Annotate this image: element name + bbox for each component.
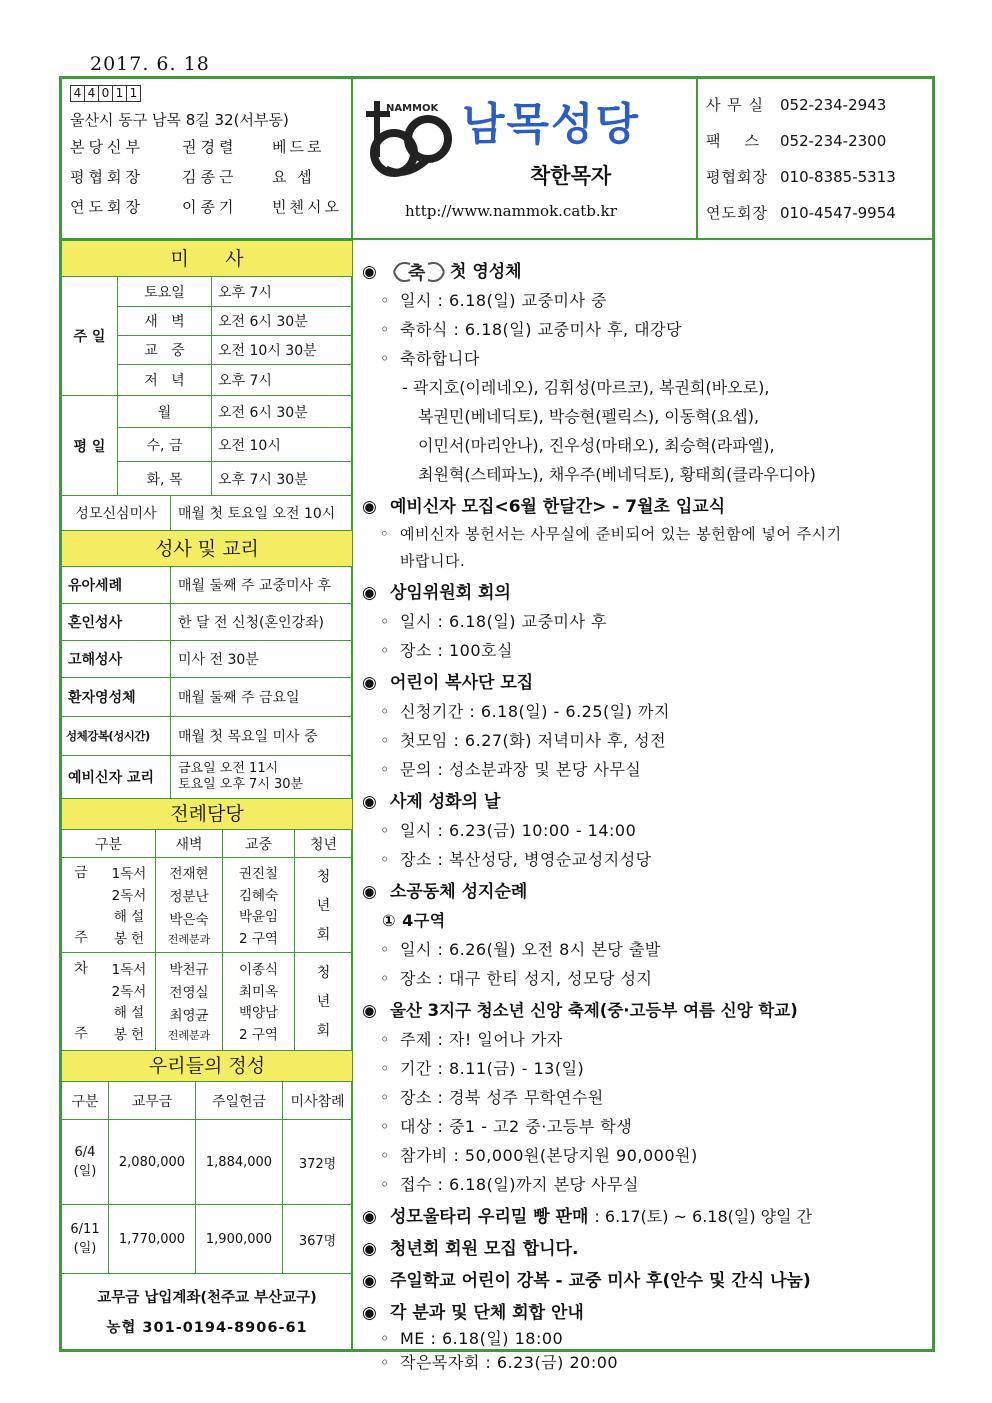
sub-bullet: ◦: [380, 1353, 390, 1372]
zip-digit: 1: [112, 85, 127, 102]
notice-line: 축하식 : 6.18(일) 교중미사 후, 대강당: [400, 320, 682, 339]
mass-time: 오전 10시 30분: [218, 343, 317, 359]
role: 2독서: [111, 983, 147, 1000]
mass-time: 오후 7시: [218, 373, 272, 389]
sacrament-value: 한 달 전 신청(혼인강좌): [178, 615, 324, 631]
notice-title: 어린이 복사단 모집: [390, 673, 534, 693]
person: 전례분과: [167, 1029, 211, 1042]
notice-line: 참가비 : 50,000원(본당지원 90,000원): [400, 1146, 698, 1165]
contact-label: 사 무 실: [706, 96, 765, 114]
liturgy-week-label: [68, 958, 94, 1043]
sacred-heart-value: 매월 첫 토요일 오전 10시: [178, 506, 336, 522]
staff-baptismal: 요 셉: [272, 168, 315, 186]
divider: [170, 567, 171, 798]
zip-digit: 1: [126, 85, 141, 102]
role: 1독서: [111, 866, 147, 882]
offering-dues: 1,770,000: [118, 1231, 186, 1247]
person: 전례분과: [167, 933, 211, 946]
date: 6/11: [70, 1222, 100, 1237]
sub-bullet: ◦: [380, 525, 390, 543]
liturgy-header: 구분: [94, 836, 123, 853]
offering-header: 교무금: [131, 1093, 173, 1110]
sacrament-value: 매월 둘째 주 교중미사 후: [178, 578, 332, 594]
sacrament-label: 환자영성체: [68, 690, 136, 706]
notice-line: 장소 : 대구 한티 성지, 성모당 성지: [400, 969, 653, 988]
names-line: 최원혁(스테파노), 채우주(베네딕토), 황태희(클라우디아): [418, 465, 816, 484]
church-logo-icon: [366, 95, 466, 181]
notice-title: 각 분과 및 단체 회합 안내: [390, 1303, 584, 1323]
catechism-time: 금요일 오전 11시: [178, 761, 279, 776]
notice-committee: [362, 579, 928, 665]
liturgy-youth: [295, 962, 352, 1040]
mass-section-title: 미 사: [62, 240, 352, 277]
mass-day: 월: [157, 404, 172, 421]
liturgy-week-label: [68, 862, 94, 947]
staff-role: 연도회장: [70, 198, 144, 216]
mass-day: 화, 목: [146, 471, 183, 488]
sub-bullet: ◦: [380, 850, 390, 869]
church-name: 남목성당: [462, 99, 641, 150]
contact-value: 052-234-2943: [780, 96, 887, 114]
bullet-icon: ◉: [362, 1001, 377, 1021]
zip-code: [70, 85, 350, 102]
sub-bullet: ◦: [380, 969, 390, 988]
youth-char: 년: [316, 994, 331, 1010]
offering-header: 미사참례: [290, 1093, 345, 1110]
offering-date: [62, 1120, 108, 1204]
liturgy-section-title: 전례담당: [62, 798, 352, 830]
role: 봉 헌: [113, 930, 145, 947]
staff-baptismal: 베드로: [272, 138, 325, 156]
day: (일): [73, 1241, 97, 1256]
notices: [362, 258, 928, 1379]
date: 6/4: [74, 1145, 96, 1160]
notice-line: 장소 : 복산성당, 병영순교성지성당: [400, 850, 652, 869]
sub-bullet: ◦: [380, 702, 390, 721]
week-label-char: 주: [74, 1026, 88, 1042]
divider: [62, 952, 352, 953]
sub-bullet: ◦: [380, 641, 390, 660]
notice-line: 일시 : 6.23(금) 10:00 - 14:00: [400, 821, 637, 840]
person: 백양남: [238, 1005, 279, 1022]
notice-bread-sale: [362, 1203, 928, 1231]
sub-bullet: ◦: [380, 291, 390, 310]
header-divider-right: [696, 79, 698, 239]
sacraments-section-title: 성사 및 교리: [62, 530, 352, 567]
offering-header: 주일헌금: [211, 1093, 267, 1110]
sub-bullet: ◦: [380, 760, 390, 779]
notice-pilgrimage: [362, 878, 928, 993]
sub-bullet: ◦: [380, 1329, 390, 1348]
mass-day: 교 중: [144, 343, 185, 359]
offering-collection: 1,900,000: [205, 1231, 273, 1247]
account-title: 교무금 납입계좌(천주교 부산교구): [97, 1289, 317, 1306]
catechism-time: 토요일 오후 7시 30분: [178, 777, 304, 792]
notice-title: 예비신자 모집<6월 한달간> - 7월초 입교식: [390, 497, 726, 517]
notice-line: 축하합니다: [400, 349, 480, 368]
person: 김혜숙: [238, 887, 279, 904]
sacrament-label: 유아세례: [68, 578, 123, 594]
mass-time: 오전 10시: [218, 437, 281, 454]
youth-char: 청: [316, 869, 331, 885]
notice-line: 바랍니다.: [400, 552, 466, 570]
notice-title: 소공동체 성지순례: [390, 882, 528, 902]
sacrament-label: 고해성사: [68, 652, 123, 668]
notice-catechumen: [362, 493, 928, 575]
offering-attendance: 367명: [298, 1233, 337, 1249]
notice-line: 일시 : 6.18(일) 교중미사 중: [400, 291, 607, 310]
sacrament-value: 매월 둘째 주 금요일: [178, 690, 300, 706]
names-line: 이민서(마리안나), 진우성(마태오), 최승혁(라파엘),: [418, 436, 775, 455]
person: 박천규: [169, 962, 209, 978]
notice-line: ME : 6.18(일) 18:00: [400, 1329, 564, 1348]
contact-label: 팩 스: [706, 132, 761, 150]
sacrament-value: 매월 첫 목요일 미사 중: [178, 729, 318, 745]
mass-time: 오전 6시 30분: [218, 404, 308, 421]
liturgy-dawn: [156, 958, 222, 1043]
bullet-icon: ◉: [362, 1303, 377, 1323]
staff-baptismal: 빈첸시오: [272, 198, 342, 216]
badge-text: 축: [408, 263, 426, 284]
bullet-icon: ◉: [362, 1207, 377, 1227]
person: 박윤임: [238, 909, 279, 926]
celebration-badge-icon: [390, 258, 448, 286]
notice-title: 청년회 회원 모집 합니다.: [390, 1239, 579, 1259]
youth-char: 회: [316, 927, 331, 943]
role: 1독서: [111, 962, 147, 978]
role: 해 설: [113, 909, 145, 926]
liturgy-roles: [104, 862, 154, 947]
bullet-icon: ◉: [362, 673, 377, 693]
person: 2 구역: [239, 930, 278, 947]
bullet-icon: ◉: [362, 1239, 377, 1259]
sub-bullet: ◦: [380, 1175, 390, 1194]
divider: [62, 857, 352, 858]
notice-detail: : 6.17(토) ~ 6.18(일) 양일 간: [594, 1207, 813, 1226]
offering-attendance: 372명: [298, 1156, 337, 1172]
contact-label: 연도회장: [706, 204, 768, 222]
notice-title: 상임위원회 회의: [390, 583, 511, 603]
sub-bullet: ◦: [380, 1059, 390, 1078]
notice-youth-festival: [362, 997, 928, 1199]
role: 2독서: [111, 887, 147, 904]
address: 울산시 동구 남목 8길 32(서부동): [70, 111, 289, 129]
mass-time: 오전 6시 30분: [218, 314, 308, 330]
liturgy-header: 새벽: [175, 836, 203, 853]
sub-bullet: ◦: [380, 1088, 390, 1107]
sub-bullet: ◦: [380, 349, 390, 368]
notice-sunday-school: [362, 1267, 928, 1295]
bullet-icon: ◉: [362, 1271, 377, 1291]
sacred-heart-label: 성모신심미사: [75, 506, 157, 522]
youth-char: 회: [316, 1023, 331, 1039]
notice-young-adults: [362, 1235, 928, 1263]
role: 봉 헌: [113, 1026, 145, 1043]
week-label-char: 주: [74, 930, 88, 946]
names-line: 복권민(베네딕토), 박승현(펠릭스), 이동혁(요셉),: [418, 407, 760, 426]
notice-first-communion: [362, 258, 928, 489]
liturgy-youth: [295, 866, 352, 944]
staff-name: 이종기: [182, 198, 238, 216]
mass-day: 저 녁: [144, 373, 185, 389]
mass-day: 수, 금: [146, 437, 183, 454]
staff-name: 권경렬: [182, 138, 238, 156]
notice-line: 대상 : 중1 - 고2 중·고등부 학생: [400, 1117, 633, 1136]
mass-time: 오후 7시 30분: [218, 471, 308, 488]
notice-line: 장소 : 100호실: [400, 641, 513, 660]
notice-title: 사제 성화의 날: [390, 792, 501, 812]
day: (일): [73, 1164, 97, 1179]
sub-bullet: ◦: [380, 1146, 390, 1165]
week-label-char: 차: [74, 961, 88, 977]
notice-subtitle: ① 4구역: [382, 911, 446, 930]
person: 정분난: [169, 889, 209, 905]
sub-bullet: ◦: [380, 320, 390, 339]
youth-char: 년: [316, 898, 331, 914]
names-line: - 곽지호(이레네오), 김휘성(마르코), 복권희(바오로),: [402, 378, 770, 397]
person: 최영균: [169, 1008, 209, 1024]
logo-text: NAMMOK: [386, 103, 439, 114]
sub-bullet: ◦: [380, 1117, 390, 1136]
notice-line: 장소 : 경북 성주 무학연수원: [400, 1088, 604, 1107]
bulletin-date: 2017. 6. 18: [90, 53, 210, 75]
mass-weekday-label: 평 일: [73, 438, 106, 455]
contact-info: [706, 90, 896, 234]
person: 박은숙: [169, 912, 209, 928]
notice-meetings: [362, 1299, 928, 1375]
sacrament-label: 혼인성사: [68, 615, 123, 631]
contact-value: 010-8385-5313: [780, 168, 896, 186]
notice-line: 예비신자 봉헌서는 사무실에 준비되어 있는 봉헌함에 넣어 주시기: [400, 525, 842, 543]
contact-value: 010-4547-9954: [780, 204, 896, 222]
person: 이종식: [238, 962, 279, 978]
bullet-icon: ◉: [362, 262, 377, 282]
notice-line: 신청기간 : 6.18(일) - 6.25(일) 까지: [400, 702, 670, 721]
liturgy-main: [223, 862, 294, 947]
mass-day: 토요일: [144, 284, 185, 301]
person: 전영실: [169, 985, 209, 1001]
notice-line: 기간 : 8.11(금) - 13(일): [400, 1059, 585, 1078]
header-info: [70, 85, 350, 222]
staff-name: 김종근: [182, 168, 238, 186]
sacrament-value: 미사 전 30분: [178, 652, 259, 668]
mass-time: 오후 7시: [218, 284, 272, 301]
bullet-icon: ◉: [362, 792, 377, 812]
sub-bullet: ◦: [380, 1030, 390, 1049]
liturgy-dawn: [156, 862, 222, 947]
notice-line: 작은목자회 : 6.23(금) 20:00: [400, 1353, 619, 1372]
staff-role: 본당신부: [70, 138, 144, 156]
notice-title: 첫 영성체: [450, 262, 522, 282]
notice-title: 성모울타리 우리밀 빵 판매: [390, 1207, 589, 1227]
mass-sunday-label: 주 일: [73, 329, 106, 345]
person: 권진칠: [238, 866, 279, 882]
contact-label: 평협회장: [706, 168, 768, 186]
mass-day: 새 벽: [144, 314, 185, 330]
sacrament-value: [178, 756, 350, 798]
notice-line: 일시 : 6.18(일) 교중미사 후: [400, 612, 607, 631]
offering-dues: 2,080,000: [118, 1154, 186, 1170]
notice-line: 첫모임 : 6.27(화) 저녁미사 후, 성전: [400, 731, 667, 750]
divider: [62, 1273, 352, 1274]
offering-header: 구분: [71, 1093, 99, 1110]
role: 해 설: [113, 1005, 145, 1022]
sacrament-label: 성체강복(성시간): [66, 729, 150, 743]
notice-title: 울산 3지구 청소년 신앙 축제(중·고등부 여름 신앙 학교): [390, 1001, 798, 1020]
week-label-char: 금: [74, 865, 88, 881]
person: 전재현: [169, 866, 209, 882]
divider: [211, 277, 212, 495]
sacrament-label: 예비신자 교리: [68, 770, 155, 786]
bullet-icon: ◉: [362, 583, 377, 603]
sub-bullet: ◦: [380, 731, 390, 750]
liturgy-header: 청년: [309, 836, 338, 853]
liturgy-header: 교중: [244, 836, 273, 853]
church-url[interactable]: http://www.nammok.catb.kr: [405, 202, 617, 220]
sub-bullet: ◦: [380, 940, 390, 959]
sub-bullet: ◦: [380, 821, 390, 840]
person: 2 구역: [239, 1026, 278, 1043]
notice-priest-day: [362, 788, 928, 874]
zip-digit: 4: [84, 85, 99, 102]
church-motto: 착한목자: [530, 164, 612, 188]
offerings-section-title: 우리들의 정성: [62, 1050, 352, 1082]
notice-line: 접수 : 6.18(일)까지 본당 사무실: [400, 1175, 639, 1194]
sub-bullet: ◦: [380, 612, 390, 631]
liturgy-roles: [104, 958, 154, 1043]
notice-altar-servers: [362, 669, 928, 784]
youth-char: 청: [316, 965, 331, 981]
notice-line: 문의 : 성소분과장 및 본당 사무실: [400, 760, 642, 779]
zip-digit: 0: [98, 85, 113, 102]
notice-line: 일시 : 6.26(월) 오전 8시 본당 출발: [400, 940, 661, 959]
notice-title: 주일학교 어린이 강복 - 교중 미사 후(안수 및 간식 나눔): [390, 1271, 811, 1291]
account-number: 농협 301-0194-8906-61: [106, 1319, 308, 1336]
bullet-icon: ◉: [362, 882, 377, 902]
contact-value: 052-234-2300: [780, 132, 887, 150]
person: 최미옥: [238, 983, 279, 1000]
divider: [170, 496, 171, 530]
zip-digit: 4: [70, 85, 85, 102]
notice-line: 주제 : 자! 일어나 가자: [400, 1030, 563, 1049]
liturgy-main: [223, 958, 294, 1043]
staff-role: 평협회장: [70, 168, 144, 186]
offering-collection: 1,884,000: [205, 1154, 273, 1170]
bullet-icon: ◉: [362, 497, 377, 517]
offering-date: [62, 1205, 108, 1273]
